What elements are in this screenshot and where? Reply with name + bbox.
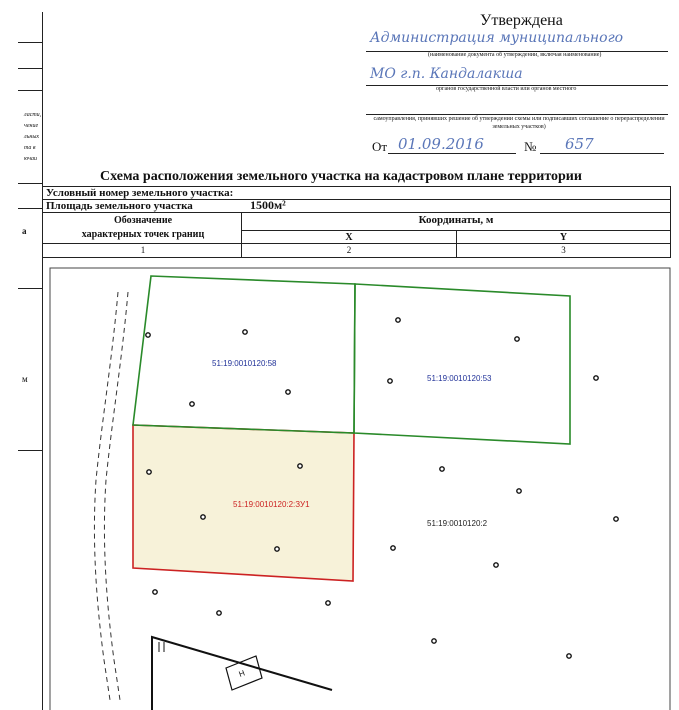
- boundary-point: [567, 654, 571, 658]
- approval-municipality-handwritten: МО г.п. Кандалакша: [370, 66, 523, 82]
- parcel-zu1-label: 51:19:0010120:2:ЗУ1: [233, 500, 310, 509]
- col-number-2: 2: [346, 245, 352, 255]
- boundary-point: [298, 464, 302, 468]
- col-designation-header-2: характерных точек границ: [81, 229, 205, 240]
- left-fragment: чение: [24, 123, 39, 129]
- col-number-3: 3: [561, 245, 566, 255]
- left-fragment: та в: [24, 145, 36, 151]
- road-dashed-line: [94, 292, 118, 700]
- coords-header: Координаты, м: [418, 214, 494, 226]
- boundary-point: [594, 376, 598, 380]
- date-value: 01.09.2016: [398, 135, 484, 153]
- y-header: Y: [559, 232, 568, 243]
- area-value: 1500м²: [250, 198, 286, 212]
- schema-title: Схема расположения земельного участка на кадастровом плане территории: [100, 169, 582, 184]
- parcel-53: [354, 284, 570, 444]
- approval-caption: органов государственной власти или органов местного: [436, 86, 577, 92]
- approval-caption: самоуправления, принявших решение об утверждении схемы или подписавших соглашение о перераспределении земельных участков): [373, 116, 665, 130]
- boundary-point: [494, 563, 498, 567]
- area-label: Площадь земельного участка: [46, 200, 193, 212]
- boundary-point: [147, 470, 151, 474]
- building-label: Н: [237, 668, 247, 679]
- boundary-point: [146, 333, 150, 337]
- col-number-1: 1: [140, 245, 146, 255]
- boundary-point: [326, 601, 330, 605]
- parcel-58: [133, 276, 355, 433]
- boundary-point: [286, 390, 290, 394]
- boundary-point: [440, 467, 444, 471]
- approval-authority-handwritten: Администрация муниципального: [370, 30, 624, 46]
- number-value: 657: [565, 135, 594, 153]
- boundary-point: [243, 330, 247, 334]
- approval-title: Утверждена: [480, 12, 563, 29]
- boundary-point: [614, 517, 618, 521]
- road-dashed-line: [104, 292, 128, 700]
- col-designation-header-1: Обозначение: [113, 215, 173, 226]
- boundary-point: [153, 590, 157, 594]
- left-fragment: а: [22, 226, 27, 236]
- boundary-point: [396, 318, 400, 322]
- boundary-point: [517, 489, 521, 493]
- left-fragment: ласти,: [24, 112, 42, 118]
- date-prefix: От: [372, 139, 388, 154]
- boundary-point: [388, 379, 392, 383]
- boundary-point: [515, 337, 519, 341]
- boundary-point: [391, 546, 395, 550]
- left-fragment: м: [22, 374, 28, 384]
- boundary-point: [201, 515, 205, 519]
- cadastral-number-label: Условный номер земельного участка:: [46, 187, 234, 199]
- parcel-2-label: 51:19:0010120:2: [427, 519, 488, 528]
- parcel-58-label: 51:19:0010120:58: [212, 359, 277, 368]
- boundary-point: [217, 611, 221, 615]
- boundary-point: [432, 639, 436, 643]
- parcel-53-label: 51:19:0010120:53: [427, 374, 492, 383]
- boundary-point: [275, 547, 279, 551]
- number-prefix: №: [524, 139, 537, 154]
- x-header: X: [345, 232, 353, 243]
- approval-caption: (наименование документа об утверждении, включая наименование): [428, 52, 602, 58]
- boundary-point: [190, 402, 194, 406]
- left-fragment: льных: [24, 134, 40, 140]
- left-fragment: ючаи: [24, 156, 38, 162]
